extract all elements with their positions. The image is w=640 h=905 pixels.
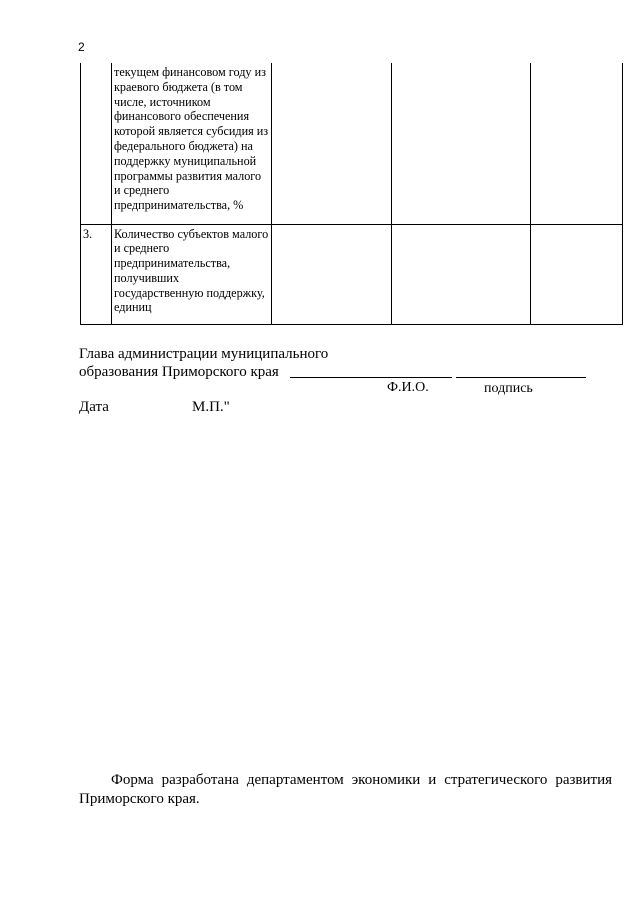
sign-signature-line — [456, 377, 586, 378]
table-row — [81, 63, 623, 224]
signature-block — [79, 345, 328, 381]
page-number: 2 — [78, 40, 85, 54]
value-cell — [531, 224, 623, 324]
fio-signature-line — [290, 377, 452, 378]
row-description-cell: текущем финансовом году из краевого бюджета (в том числе, источником финансового обеспечения которой является субсидия из федерального бюджета) на поддержку муниципальной программы развития малого и среднего предпринимательства, % — [112, 63, 272, 224]
value-cell — [272, 224, 392, 324]
value-cell — [392, 63, 531, 224]
row-number-cell: 3. — [81, 224, 112, 324]
footer-note: Форма разработана департаментом экономики и стратегического развития Приморского края. — [79, 772, 612, 807]
row-number-cell — [81, 63, 112, 224]
signature-title-line1: Глава администрации муниципального — [79, 346, 329, 362]
fio-caption: Ф.И.О. — [387, 380, 429, 395]
row-description-cell: Количество субъектов малого и среднего предпринимательства, получивших государственную поддержку, единиц — [112, 224, 272, 324]
value-cell — [531, 63, 623, 224]
table-row — [81, 224, 623, 324]
sign-caption: подпись — [484, 381, 533, 396]
value-cell — [392, 224, 531, 324]
stamp-label: М.П." — [192, 399, 230, 415]
date-label: Дата — [79, 399, 109, 415]
indicators-table — [80, 63, 623, 325]
value-cell — [272, 63, 392, 224]
signature-title-line2: образования Приморского края — [79, 364, 279, 380]
